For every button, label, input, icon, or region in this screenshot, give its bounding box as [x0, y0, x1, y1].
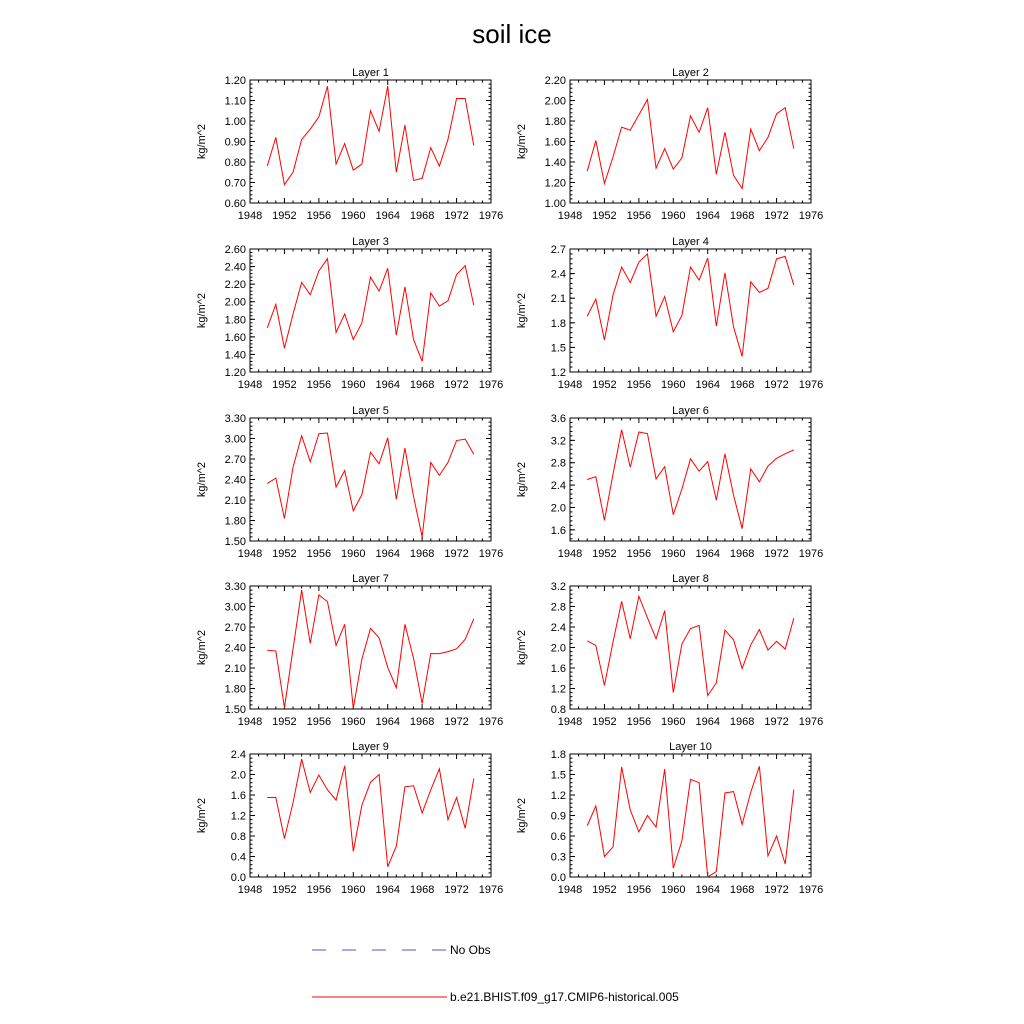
- layer-5-panel: [196, 405, 503, 560]
- layer-10-xtick-label: 1956: [626, 884, 652, 896]
- figure-title: soil ice: [472, 19, 552, 49]
- layer-8-ytick-label: 2.0: [550, 642, 566, 655]
- layer-7-ytick-label: 3.30: [224, 581, 246, 593]
- layer-6-ytick-label: 3.2: [550, 435, 566, 448]
- layer-4-ytick-label: 2.1: [550, 293, 566, 306]
- layer-6-ylabel: kg/m^2: [516, 461, 528, 498]
- layer-10-ytick-label: 1.5: [550, 769, 566, 782]
- layer-3-ytick-label: 2.40: [224, 261, 246, 274]
- layer-7-xtick-label: 1960: [341, 716, 366, 728]
- layer-2-ytick-label: 1.20: [544, 177, 566, 190]
- layer-1-xtick-label: 1976: [478, 210, 504, 222]
- layer-6-xtick-label: 1964: [695, 548, 720, 560]
- layer-5-series-line: [267, 433, 474, 537]
- layer-3-xtick-label: 1956: [306, 379, 332, 391]
- layer-7-ylabel: kg/m^2: [196, 629, 208, 666]
- layer-5-ylabel: kg/m^2: [196, 461, 208, 498]
- layer-2-panel: [516, 67, 823, 222]
- layer-1-ylabel: kg/m^2: [196, 123, 208, 160]
- layer-4-xtick-label: 1952: [592, 379, 617, 391]
- layer-10-series-line: [587, 766, 794, 877]
- layer-1-ytick-label: 1.20: [224, 75, 246, 87]
- layer-5-ytick-label: 2.10: [224, 495, 246, 507]
- layer-10-ytick-label: 1.2: [550, 790, 566, 802]
- layer-5-xtick-label: 1956: [306, 548, 332, 560]
- layer-6-ytick-label: 1.6: [550, 524, 566, 537]
- panels-container: [196, 67, 823, 896]
- layer-1-title: Layer 1: [352, 67, 389, 79]
- layer-8-ytick-label: 0.8: [550, 704, 566, 716]
- layer-7-ytick-label: 2.10: [224, 663, 246, 675]
- layer-2-xtick-label: 1960: [661, 210, 686, 222]
- layer-3-xtick-label: 1948: [237, 379, 263, 391]
- layer-9-ytick-label: 0.8: [230, 831, 246, 843]
- layer-10-ylabel: kg/m^2: [516, 797, 528, 834]
- layer-1-ytick-label: 1.00: [224, 116, 246, 128]
- layer-8-frame: [570, 586, 811, 709]
- layer-6-xtick-label: 1968: [729, 548, 755, 560]
- layer-8-title: Layer 8: [672, 573, 709, 585]
- layer-1-panel: [196, 67, 503, 222]
- layer-7-series-line: [267, 590, 474, 708]
- layer-6-ytick-label: 2.8: [550, 457, 566, 470]
- layer-7-xtick-label: 1964: [375, 716, 400, 728]
- layer-10-ytick-label: 1.8: [550, 749, 566, 761]
- layer-2-xtick-label: 1976: [798, 210, 824, 222]
- layer-2-ytick-label: 1.40: [544, 157, 566, 169]
- layer-3-xtick-label: 1976: [478, 379, 504, 391]
- legend: [312, 943, 679, 1004]
- layer-3-ytick-label: 1.20: [224, 367, 246, 379]
- layer-4-panel: [516, 236, 823, 391]
- layer-9-title: Layer 9: [352, 741, 389, 753]
- layer-10-ytick-label: 0.0: [550, 872, 566, 884]
- layer-9-xtick-label: 1972: [444, 884, 469, 896]
- layer-9-ytick-label: 2.4: [230, 749, 246, 761]
- layer-5-ytick-label: 1.80: [224, 515, 246, 528]
- layer-3-ytick-label: 2.20: [224, 279, 246, 292]
- layer-2-ylabel: kg/m^2: [516, 123, 528, 160]
- layer-5-xtick-label: 1972: [444, 548, 469, 560]
- layer-2-xtick-label: 1956: [626, 210, 652, 222]
- layer-4-ytick-label: 1.8: [550, 317, 566, 330]
- layer-9-xtick-label: 1960: [341, 884, 366, 896]
- layer-4-xtick-label: 1956: [626, 379, 652, 391]
- layer-3-title: Layer 3: [352, 236, 389, 248]
- layer-8-ylabel: kg/m^2: [516, 629, 528, 666]
- layer-6-xtick-label: 1952: [592, 548, 617, 560]
- layer-5-xtick-label: 1948: [237, 548, 263, 560]
- layer-10-ytick-label: 0.6: [550, 831, 566, 843]
- layer-1-ytick-label: 0.90: [224, 136, 246, 149]
- layer-4-series-line: [587, 254, 794, 357]
- layer-5-ytick-label: 1.50: [224, 536, 246, 548]
- layer-3-xtick-label: 1968: [409, 379, 435, 391]
- layer-7-ytick-label: 2.70: [224, 622, 246, 634]
- layer-3-series-line: [267, 259, 474, 362]
- layer-5-frame: [250, 418, 491, 541]
- layer-9-xtick-label: 1948: [237, 884, 263, 896]
- layer-5-xtick-label: 1968: [409, 548, 435, 560]
- layer-2-series-line: [587, 99, 794, 188]
- legend-item-no-obs: [312, 943, 491, 957]
- layer-6-xtick-label: 1960: [661, 548, 686, 560]
- layer-8-xtick-label: 1964: [695, 716, 720, 728]
- layer-8-panel: [516, 573, 823, 728]
- layer-1-ytick-label: 1.10: [224, 95, 246, 108]
- layer-6-ytick-label: 2.4: [550, 480, 566, 493]
- layer-3-frame: [250, 249, 491, 372]
- layer-3-ytick-label: 2.00: [224, 296, 246, 309]
- layer-6-ytick-label: 2.0: [550, 502, 566, 515]
- layer-8-ytick-label: 1.2: [550, 683, 566, 696]
- layer-2-ytick-label: 1.00: [544, 198, 566, 210]
- layer-10-xtick-label: 1964: [695, 884, 720, 896]
- layer-3-ylabel: kg/m^2: [196, 292, 208, 329]
- layer-9-ytick-label: 0.4: [230, 851, 246, 864]
- layer-4-ytick-label: 2.4: [550, 268, 566, 281]
- layer-7-ytick-label: 3.00: [224, 601, 246, 614]
- layer-7-ytick-label: 1.50: [224, 704, 246, 716]
- layer-5-xtick-label: 1976: [478, 548, 504, 560]
- layer-10-xtick-label: 1968: [729, 884, 755, 896]
- layer-2-xtick-label: 1964: [695, 210, 720, 222]
- layer-6-title: Layer 6: [672, 405, 709, 417]
- layer-7-ytick-label: 1.80: [224, 683, 246, 696]
- layer-3-ytick-label: 1.60: [224, 331, 246, 344]
- layer-8-xtick-label: 1976: [798, 716, 824, 728]
- layer-9-xtick-label: 1952: [272, 884, 297, 896]
- layer-2-xtick-label: 1948: [557, 210, 583, 222]
- layer-8-xtick-label: 1956: [626, 716, 652, 728]
- layer-6-xtick-label: 1976: [798, 548, 824, 560]
- layer-6-xtick-label: 1956: [626, 548, 652, 560]
- layer-2-xtick-label: 1968: [729, 210, 755, 222]
- layer-7-frame: [250, 586, 491, 709]
- layer-7-panel: [196, 573, 503, 728]
- layer-9-panel: [196, 741, 503, 896]
- layer-3-ytick-label: 2.60: [224, 244, 246, 256]
- layer-3-xtick-label: 1960: [341, 379, 366, 391]
- layer-5-ytick-label: 3.30: [224, 413, 246, 425]
- layer-5-xtick-label: 1964: [375, 548, 400, 560]
- layer-4-xtick-label: 1968: [729, 379, 755, 391]
- layer-5-ytick-label: 2.70: [224, 454, 246, 466]
- layer-10-ytick-label: 0.9: [550, 810, 566, 823]
- layer-9-ytick-label: 2.0: [230, 769, 246, 782]
- layer-8-xtick-label: 1952: [592, 716, 617, 728]
- layer-3-xtick-label: 1952: [272, 379, 297, 391]
- legend-label-no-obs: No Obs: [450, 943, 491, 957]
- layer-3-xtick-label: 1972: [444, 379, 469, 391]
- layer-10-xtick-label: 1952: [592, 884, 617, 896]
- layer-7-xtick-label: 1956: [306, 716, 332, 728]
- layer-7-xtick-label: 1972: [444, 716, 469, 728]
- layer-6-series-line: [587, 430, 794, 529]
- layer-10-xtick-label: 1976: [798, 884, 824, 896]
- layer-8-ytick-label: 3.2: [550, 581, 566, 593]
- layer-10-ytick-label: 0.3: [550, 851, 566, 864]
- layer-2-title: Layer 2: [672, 67, 709, 79]
- layer-8-ytick-label: 2.4: [550, 622, 566, 634]
- layer-2-ytick-label: 1.80: [544, 116, 566, 128]
- layer-4-xtick-label: 1960: [661, 379, 686, 391]
- legend-label-model-run: b.e21.BHIST.f09_g17.CMIP6-historical.005: [450, 990, 679, 1004]
- layer-2-ytick-label: 2.20: [544, 75, 566, 87]
- layer-9-ytick-label: 0.0: [230, 872, 246, 884]
- layer-6-panel: [516, 405, 823, 560]
- layer-8-xtick-label: 1972: [764, 716, 789, 728]
- layer-1-series-line: [267, 86, 474, 184]
- layer-8-xtick-label: 1960: [661, 716, 686, 728]
- layer-10-xtick-label: 1972: [764, 884, 789, 896]
- layer-4-ytick-label: 1.2: [550, 367, 566, 379]
- layer-1-ytick-label: 0.80: [224, 157, 246, 169]
- layer-3-xtick-label: 1964: [375, 379, 400, 391]
- layer-7-xtick-label: 1968: [409, 716, 435, 728]
- layer-3-ytick-label: 1.80: [224, 314, 246, 327]
- layer-2-xtick-label: 1952: [592, 210, 617, 222]
- layer-4-xtick-label: 1948: [557, 379, 583, 391]
- layer-3-ytick-label: 1.40: [224, 349, 246, 362]
- layer-5-ytick-label: 3.00: [224, 433, 246, 446]
- layer-5-ytick-label: 2.40: [224, 474, 246, 487]
- layer-1-xtick-label: 1952: [272, 210, 297, 222]
- layer-10-frame: [570, 754, 811, 877]
- layer-9-ytick-label: 1.6: [230, 790, 246, 802]
- layer-10-xtick-label: 1948: [557, 884, 583, 896]
- layer-9-frame: [250, 754, 491, 877]
- layer-10-title: Layer 10: [669, 741, 712, 753]
- layer-1-xtick-label: 1972: [444, 210, 469, 222]
- layer-6-ytick-label: 3.6: [550, 413, 566, 425]
- layer-9-series-line: [267, 759, 474, 867]
- layer-6-xtick-label: 1948: [557, 548, 583, 560]
- layer-10-panel: [516, 741, 823, 896]
- layer-7-ytick-label: 2.40: [224, 642, 246, 655]
- layer-9-xtick-label: 1976: [478, 884, 504, 896]
- layer-8-ytick-label: 1.6: [550, 663, 566, 675]
- layer-9-ylabel: kg/m^2: [196, 797, 208, 834]
- layer-2-frame: [570, 80, 811, 203]
- layer-8-series-line: [587, 596, 794, 695]
- layer-7-xtick-label: 1952: [272, 716, 297, 728]
- layer-7-xtick-label: 1976: [478, 716, 504, 728]
- layer-4-xtick-label: 1976: [798, 379, 824, 391]
- layer-3-panel: [196, 236, 503, 391]
- layer-5-title: Layer 5: [352, 405, 389, 417]
- layer-2-ytick-label: 2.00: [544, 95, 566, 108]
- layer-9-xtick-label: 1968: [409, 884, 435, 896]
- layer-10-xtick-label: 1960: [661, 884, 686, 896]
- layer-9-xtick-label: 1964: [375, 884, 400, 896]
- layer-1-ytick-label: 0.60: [224, 198, 246, 210]
- layer-4-xtick-label: 1972: [764, 379, 789, 391]
- layer-4-ytick-label: 1.5: [550, 342, 566, 355]
- layer-8-xtick-label: 1948: [557, 716, 583, 728]
- layer-5-xtick-label: 1960: [341, 548, 366, 560]
- layer-7-xtick-label: 1948: [237, 716, 263, 728]
- layer-6-frame: [570, 418, 811, 541]
- legend-item-model-run: [312, 990, 679, 1004]
- layer-5-xtick-label: 1952: [272, 548, 297, 560]
- layer-8-ytick-label: 2.8: [550, 601, 566, 614]
- layer-2-ytick-label: 1.60: [544, 136, 566, 149]
- layer-1-ytick-label: 0.70: [224, 177, 246, 190]
- layer-8-xtick-label: 1968: [729, 716, 755, 728]
- layer-1-xtick-label: 1964: [375, 210, 400, 222]
- layer-4-xtick-label: 1964: [695, 379, 720, 391]
- layer-4-title: Layer 4: [672, 236, 709, 248]
- layer-4-ytick-label: 2.7: [550, 244, 566, 256]
- layer-1-frame: [250, 80, 491, 203]
- layer-2-xtick-label: 1972: [764, 210, 789, 222]
- layer-1-xtick-label: 1956: [306, 210, 332, 222]
- layer-6-xtick-label: 1972: [764, 548, 789, 560]
- layer-1-xtick-label: 1968: [409, 210, 435, 222]
- layer-9-ytick-label: 1.2: [230, 810, 246, 823]
- layer-4-ylabel: kg/m^2: [516, 292, 528, 329]
- layer-1-xtick-label: 1960: [341, 210, 366, 222]
- layer-7-title: Layer 7: [352, 573, 389, 585]
- layer-9-xtick-label: 1956: [306, 884, 332, 896]
- layer-1-xtick-label: 1948: [237, 210, 263, 222]
